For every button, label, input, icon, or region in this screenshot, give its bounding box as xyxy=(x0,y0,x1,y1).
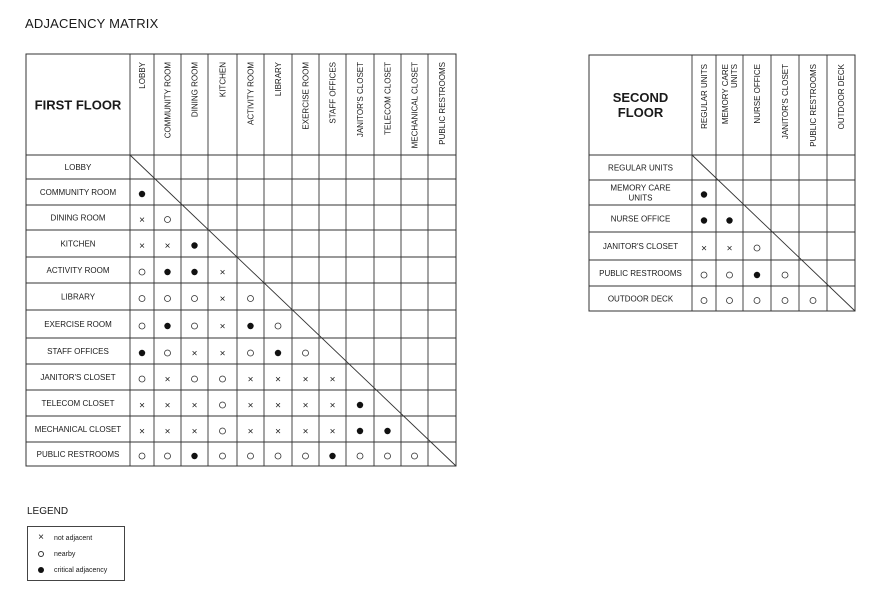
cell-critical-adjacency xyxy=(275,350,281,356)
legend-label: not adjacent xyxy=(54,534,93,542)
cell-critical-adjacency xyxy=(191,453,197,459)
row-label: DINING ROOM xyxy=(50,213,106,223)
cell-critical-adjacency xyxy=(164,269,170,275)
cell-nearby xyxy=(412,453,418,459)
cell-nearby xyxy=(192,323,198,329)
first-floor-heading: FIRST FLOOR xyxy=(34,97,122,113)
cell-not-adjacent: × xyxy=(219,348,226,360)
cell-nearby xyxy=(139,453,145,459)
row-label: UNITS xyxy=(628,193,653,203)
column-header: JANITOR'S CLOSET xyxy=(356,62,365,138)
cell-nearby xyxy=(248,453,254,459)
cell-not-adjacent: × xyxy=(275,374,281,386)
cell-not-adjacent: × xyxy=(302,426,309,438)
cell-not-adjacent: × xyxy=(139,400,145,412)
cell-nearby xyxy=(275,453,281,459)
page-title: ADJACENCY MATRIX xyxy=(25,16,159,31)
cell-not-adjacent: × xyxy=(275,400,281,412)
legend-label: critical adjacency xyxy=(54,566,108,574)
cell-not-adjacent: × xyxy=(191,348,198,360)
cell-not-adjacent: × xyxy=(139,241,145,252)
second-floor-heading: SECOND xyxy=(612,90,669,105)
cell-not-adjacent: × xyxy=(191,426,198,438)
column-header: COMMUNITY ROOM xyxy=(163,62,173,139)
column-header: EXERCISE ROOM xyxy=(301,62,311,130)
cell-critical-adjacency xyxy=(726,217,732,223)
row-label: TELECOM CLOSET xyxy=(41,399,115,408)
cell-not-adjacent: × xyxy=(164,241,171,252)
row-label: LIBRARY xyxy=(60,292,96,302)
filled-circle-icon xyxy=(38,567,44,573)
cell-not-adjacent: × xyxy=(247,426,254,438)
column-header: ACTIVITY ROOM xyxy=(246,62,256,125)
column-header: UNITS xyxy=(730,64,739,88)
cell-critical-adjacency xyxy=(139,350,145,356)
cell-nearby xyxy=(139,376,145,382)
cell-critical-adjacency xyxy=(701,191,707,197)
cell-nearby xyxy=(303,350,309,356)
cell-not-adjacent: × xyxy=(139,426,145,438)
cell-critical-adjacency xyxy=(384,428,390,434)
cell-nearby xyxy=(192,376,198,382)
cell-not-adjacent: × xyxy=(329,426,336,438)
cell-nearby xyxy=(727,272,733,278)
cell-nearby xyxy=(165,296,171,302)
row-label: PUBLIC RESTROOMS xyxy=(599,269,682,278)
hollow-circle-icon xyxy=(38,551,44,557)
cell-nearby xyxy=(275,323,281,329)
cell-not-adjacent: × xyxy=(302,400,309,412)
row-label: COMMUNITY ROOM xyxy=(39,188,117,197)
cell-critical-adjacency xyxy=(191,269,197,275)
cell-not-adjacent: × xyxy=(164,374,171,386)
cell-nearby xyxy=(303,453,309,459)
cell-critical-adjacency xyxy=(357,428,363,434)
cell-not-adjacent: × xyxy=(219,321,226,333)
cell-nearby xyxy=(727,298,733,304)
cell-critical-adjacency xyxy=(247,323,253,329)
cell-not-adjacent: × xyxy=(191,400,198,412)
cell-critical-adjacency xyxy=(701,217,707,223)
column-header: TELECOM CLOSET xyxy=(383,62,393,135)
legend-label: nearby xyxy=(54,550,76,558)
cell-critical-adjacency xyxy=(754,272,760,278)
cell-nearby xyxy=(165,350,171,356)
cell-critical-adjacency xyxy=(329,453,335,459)
cell-critical-adjacency xyxy=(357,402,363,408)
cell-not-adjacent: × xyxy=(701,243,707,255)
cell-nearby xyxy=(165,217,171,223)
cell-not-adjacent: × xyxy=(329,374,336,386)
cell-nearby xyxy=(754,298,760,304)
cell-nearby xyxy=(782,298,788,304)
column-header: LIBRARY xyxy=(274,62,283,97)
column-header: NURSE OFFICE xyxy=(753,64,762,124)
cell-not-adjacent: × xyxy=(247,400,254,412)
cell-not-adjacent: × xyxy=(302,374,309,386)
row-label: KITCHEN xyxy=(60,239,96,249)
row-label: MECHANICAL CLOSET xyxy=(34,425,122,434)
row-label: EXERCISE ROOM xyxy=(44,320,112,329)
cell-nearby xyxy=(220,402,226,408)
cell-nearby xyxy=(357,453,363,459)
row-label: PUBLIC RESTROOMS xyxy=(36,450,120,459)
row-label: JANITOR'S CLOSET xyxy=(602,242,679,251)
legend-item-not-adjacent xyxy=(28,531,92,545)
row-label: OUTDOOR DECK xyxy=(607,294,674,304)
cell-nearby xyxy=(248,296,254,302)
cell-nearby xyxy=(782,272,788,278)
column-header: PUBLIC RESTROOMS xyxy=(438,62,447,145)
cell-nearby xyxy=(220,453,226,459)
cell-critical-adjacency xyxy=(191,242,197,248)
cell-nearby xyxy=(139,296,145,302)
cell-nearby xyxy=(220,428,226,434)
column-header: OUTDOOR DECK xyxy=(837,64,846,130)
column-header: DINING ROOM xyxy=(190,62,200,118)
row-label: MEMORY CARE xyxy=(610,183,671,193)
row-label: REGULAR UNITS xyxy=(608,163,673,173)
column-header: MECHANICAL CLOSET xyxy=(410,62,420,149)
cell-nearby xyxy=(701,298,707,304)
second-floor-heading: FLOOR xyxy=(617,105,664,120)
column-header: STAFF OFFICES xyxy=(328,62,338,124)
column-header: LOBBY xyxy=(138,62,147,89)
cross-icon: × xyxy=(38,532,44,543)
cell-not-adjacent: × xyxy=(164,426,171,438)
cell-nearby xyxy=(248,350,254,356)
row-label: ACTIVITY ROOM xyxy=(46,266,110,275)
cell-not-adjacent: × xyxy=(329,400,336,412)
legend xyxy=(27,526,125,581)
cell-not-adjacent: × xyxy=(726,243,733,255)
row-label: NURSE OFFICE xyxy=(610,214,671,224)
cell-critical-adjacency xyxy=(139,191,145,197)
cell-nearby xyxy=(220,376,226,382)
cell-nearby xyxy=(810,298,816,304)
cell-nearby xyxy=(754,245,760,251)
cell-nearby xyxy=(139,323,145,329)
cell-nearby xyxy=(192,296,198,302)
cell-critical-adjacency xyxy=(164,323,170,329)
legend-item-critical-adjacency xyxy=(28,563,107,577)
cell-not-adjacent: × xyxy=(247,374,254,386)
column-header: JANITOR'S CLOSET xyxy=(781,64,790,140)
row-label: STAFF OFFICES xyxy=(47,347,109,356)
column-header: MEMORY CARE xyxy=(721,64,730,125)
column-header: KITCHEN xyxy=(218,62,228,98)
row-label: JANITOR'S CLOSET xyxy=(40,373,116,382)
cell-not-adjacent: × xyxy=(275,426,281,438)
cell-nearby xyxy=(165,453,171,459)
diagonal-line xyxy=(130,155,456,466)
cell-nearby xyxy=(385,453,391,459)
legend-item-nearby xyxy=(28,547,75,561)
cell-nearby xyxy=(701,272,707,278)
column-header: REGULAR UNITS xyxy=(700,64,709,129)
legend-title: LEGEND xyxy=(27,506,69,517)
row-label: LOBBY xyxy=(64,163,92,172)
cell-not-adjacent: × xyxy=(164,400,171,412)
cell-not-adjacent: × xyxy=(219,267,226,279)
cell-nearby xyxy=(139,269,145,275)
cell-not-adjacent: × xyxy=(139,215,145,226)
column-header: PUBLIC RESTROOMS xyxy=(809,64,818,147)
cell-not-adjacent: × xyxy=(219,294,226,305)
